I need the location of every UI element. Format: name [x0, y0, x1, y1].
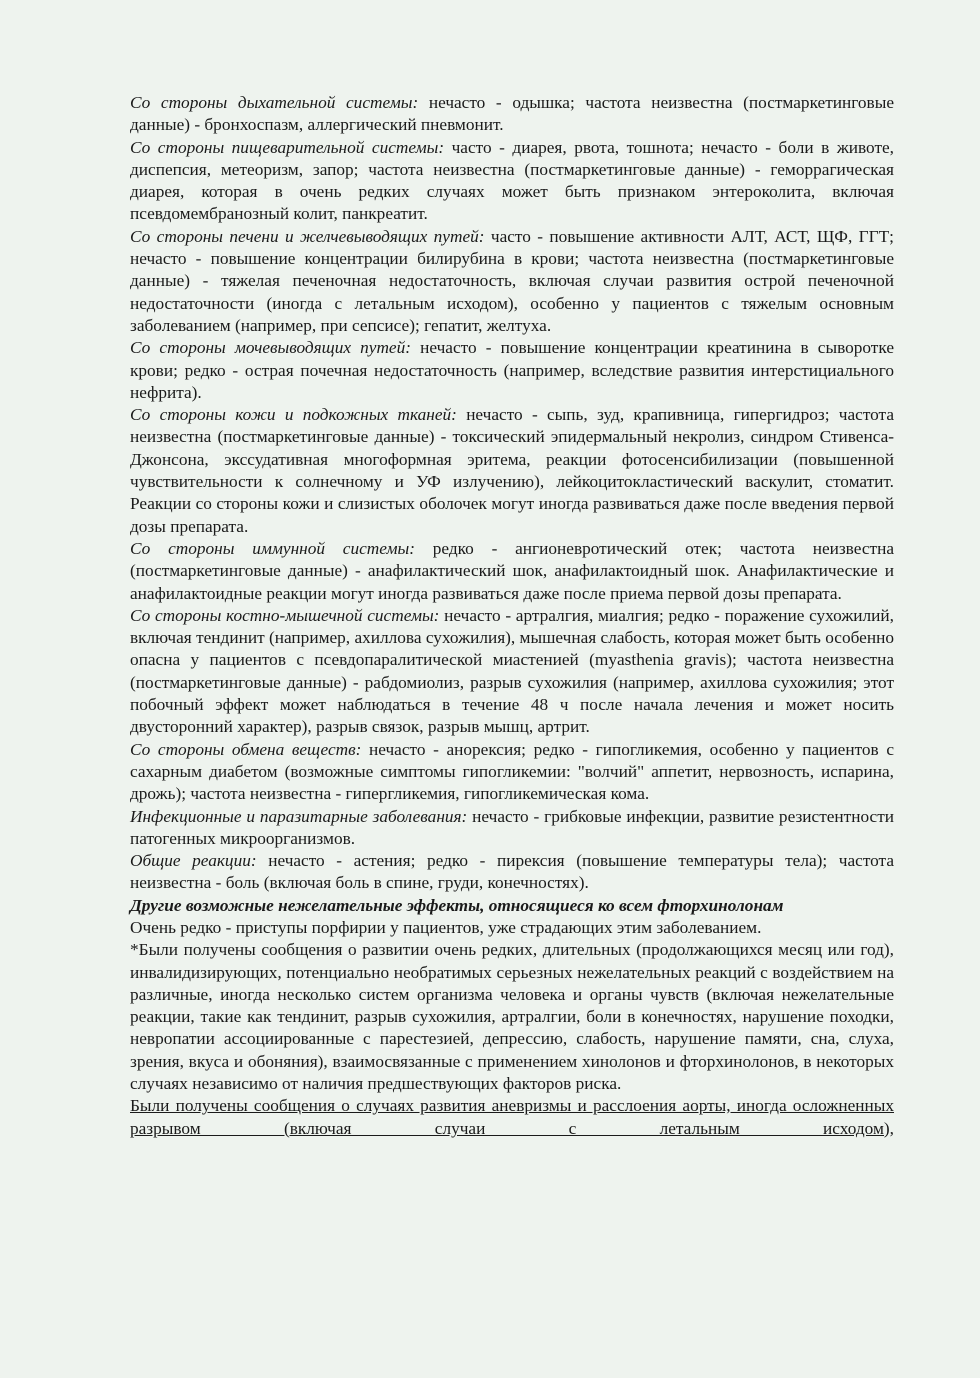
section-heading: Со стороны иммунной системы:: [130, 538, 415, 558]
other-effects-heading: Другие возможные нежелательные эффекты, относящиеся ко всем фторхинолонам: [130, 895, 784, 915]
section-body: часто - диарея, рвота, тошнота; нечасто - боли в животе, диспепсия, метеоризм, запор; частота неизвестна (постмаркетинговые данные) - геморрагическая диарея, которая в очень редких случаях может быть признаком энтероколита, включая псевдомембранозный колит, панкреатит.: [130, 137, 894, 224]
section-heading: Со стороны печени и желчевыводящих путей:: [130, 226, 485, 246]
section-heading: Со стороны мочевыводящих путей:: [130, 338, 412, 358]
paragraph-general: [130, 850, 894, 895]
section-body: нечасто - астения; редко - пирексия (повышение температуры тела); частота неизвестна - боль (включая боль в спине, груди, конечностях).: [130, 851, 894, 893]
paragraph-musculoskeletal: [130, 605, 894, 739]
paragraph-skin: [130, 404, 894, 538]
section-body: редко - ангионевротический отек; частота неизвестна (постмаркетинговые данные) - анафилактический шок, анафилактоидный шок. Анафилактические и анафилактоидные реакции могут иногда развиваться даже после приема первой дозы препарата.: [130, 538, 894, 603]
section-body: нечасто - грибковые инфекции, развитие резистентности патогенных микроорганизмов.: [130, 806, 895, 848]
aortic-aneurysm-paragraph: Были получены сообщения о случаях развития аневризмы и расслоения аорты, иногда осложненных разрывом (включая случаи с летальным исходом),: [130, 1096, 894, 1138]
paragraph-liver: [130, 226, 894, 337]
paragraph-urinary: [130, 337, 894, 404]
section-heading: Со стороны дыхательной системы:: [130, 93, 419, 112]
section-heading: Со стороны костно-мышечной системы:: [130, 605, 440, 625]
porphyria-paragraph: Очень редко - приступы порфирии у пациентов, уже страдающих этим заболеванием.: [130, 917, 762, 937]
section-heading: Со стороны кожи и подкожных тканей:: [130, 405, 457, 425]
fluoroquinolone-reactions-paragraph: *Были получены сообщения о развитии очень редких, длительных (продолжающихся месяц или год), инвалидизирующих, потенциально необратимых серьезных нежелательных реакций с воздействием на различные, иногда несколько систем организма человека и органы чувств (включая нежелательные реакции, такие как тендинит, разрыв сухожилия, артралгии, боли в конечностях, нарушение походки, невропатии ассоциированные с парестезией, депрессию, слабость, нарушение памяти, сна, слуха, зрения, вкуса и обоняния), взаимосвязанные с применением хинолонов и фторхинолонов, в некоторых случаях независимо от наличия предшествующих факторов риска.: [130, 940, 894, 1094]
paragraph-immune: [130, 538, 894, 605]
paragraph-digestive: [130, 137, 894, 226]
section-body: нечасто - одышка; частота неизвестна (постмаркетинговые данные) - бронхоспазм, аллергический пневмонит.: [130, 93, 894, 135]
section-body: нечасто - повышение концентрации креатинина в сыворотке крови; редко - острая почечная недостаточность (например, вследствие развития интерстициального нефрита).: [130, 338, 894, 402]
paragraph-respiratory: [130, 92, 894, 137]
section-body: нечасто - сыпь, зуд, крапивница, гипергидроз; частота неизвестна (постмаркетинговые данные) - токсический эпидермальный некролиз, синдром Стивенса-Джонсона, экссудативная многоформная эритема, реакции фотосенсибилизации (повышенной чувствительности к солнечному и УФ излучению), лейкоцитокластический васкулит, стоматит. Реакции со стороны кожи и слизистых оболочек могут иногда развиваться даже после введения первой дозы препарата.: [130, 405, 894, 536]
paragraph-infections: [130, 806, 894, 851]
section-heading: Со стороны обмена веществ:: [130, 739, 362, 759]
section-heading: Инфекционные и паразитарные заболевания:: [130, 806, 468, 826]
section-heading: Со стороны пищеварительной системы:: [130, 137, 445, 157]
body-text: [130, 92, 894, 1140]
section-heading: Общие реакции:: [130, 851, 257, 871]
section-body: часто - повышение активности АЛТ, АСТ, ЩФ, ГГТ; нечасто - повышение концентрации билирубина в крови; частота неизвестна (постмаркетинговые данные) - тяжелая печеночная недостаточность, включая случаи развития острой печеночной недостаточности (иногда с летальным исходом), особенно у пациентов с тяжелым основным заболеванием (например, при сепсисе); гепатит, желтуха.: [130, 226, 894, 335]
section-body: нечасто - анорексия; редко - гипогликемия, особенно у пациентов с сахарным диабетом (возможные симптомы гипогликемии: "волчий" аппетит, нервозность, испарина, дрожь); частота неизвестна - гипергликемия, гипогликемическая кома.: [130, 739, 895, 804]
section-body: нечасто - артралгия, миалгия; редко - поражение сухожилий, включая тендинит (например, ахиллова сухожилия), мышечная слабость, которая может быть особенно опасна у пациентов с псевдопаралитической миастенией (myasthenia gravis); частота неизвестна (постмаркетинговые данные) - рабдомиолиз, разрыв сухожилия (например, ахиллова сухожилия; этот побочный эффект может наблюдаться в течение 48 ч после начала лечения и может носить двусторонний характер), разрыв связок, разрыв мышц, артрит.: [130, 605, 894, 737]
paragraph-metabolism: [130, 739, 894, 806]
